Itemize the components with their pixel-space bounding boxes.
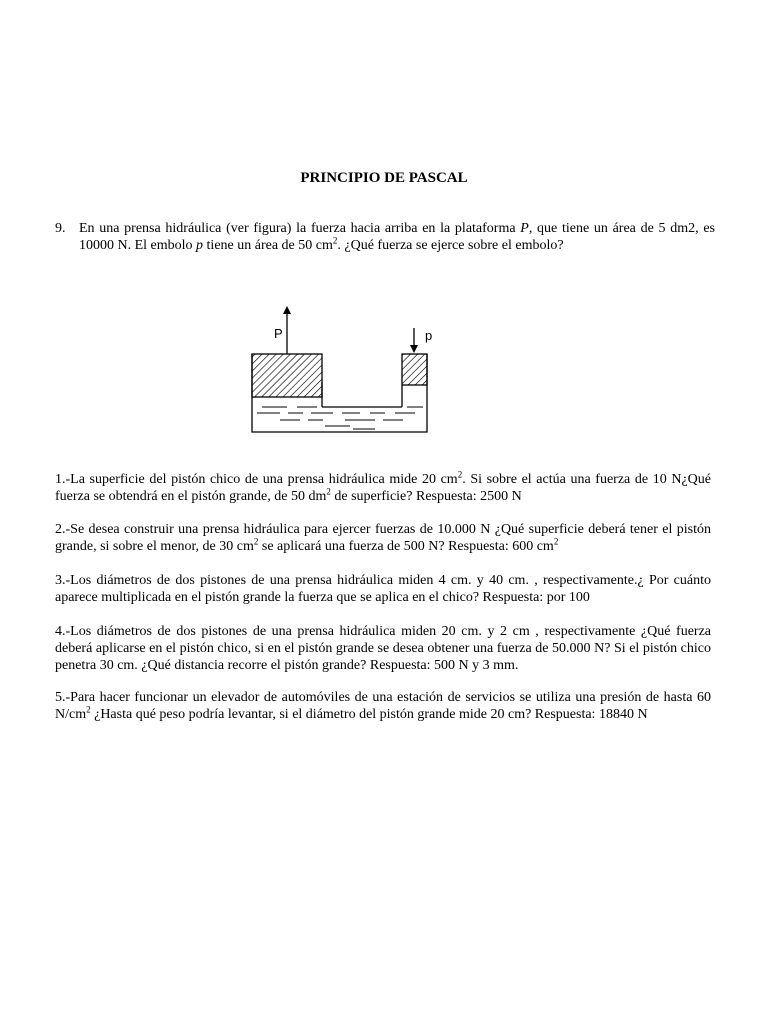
text-segment: ¿Hasta qué peso podría levantar, si el diámetro del pistón grande mide 20 cm? Respuesta: 18840 N	[90, 707, 648, 722]
hydraulic-press-diagram	[245, 300, 445, 440]
text-segment: En una prensa hidráulica (ver figura) la fuerza hacia arriba en la plataforma	[79, 221, 521, 236]
label-large-piston: P	[274, 326, 283, 341]
force-arrow-up-icon	[283, 306, 291, 354]
exercise-2	[55, 521, 711, 555]
problem-9-text	[79, 220, 715, 254]
superscript: 2	[86, 704, 91, 715]
force-arrow-down-icon	[410, 328, 418, 353]
text-segment: 4.-Los diámetros de dos pistones de una prensa hidráulica miden 20 cm. y 2 cm , respectivamente ¿Qué fuerza deberá aplicarse en el pistón chico, si en el pistón grande se desea obtener una fuerza de 50.000 N? Si el pistón chico penetra 30 cm. ¿Qué distancia recorre el pistón grande? Respuesta: 500 N y 3 mm.	[55, 624, 711, 673]
text-segment: , que tiene un área de 5 dm2, es 10000 N. El embolo	[79, 221, 715, 253]
page-title: PRINCIPIO DE PASCAL	[300, 170, 468, 186]
superscript: 2	[326, 486, 331, 497]
text-segment: se aplicará una fuerza de 500 N? Respuesta: 600 cm	[258, 539, 554, 554]
exercise-5	[55, 689, 711, 723]
text-segment: de superficie? Respuesta: 2500 N	[330, 489, 522, 504]
exercise-1	[55, 471, 711, 505]
press-inner-channel	[322, 382, 402, 407]
superscript: 2	[253, 536, 259, 547]
superscript: 2	[553, 536, 559, 547]
large-piston	[252, 354, 322, 397]
superscript: 2	[332, 235, 338, 246]
exercise-3	[55, 572, 711, 606]
exercise-4	[55, 623, 711, 674]
text-segment: 3.-Los diámetros de dos pistones de una prensa hidráulica miden 4 cm. y 40 cm. , respectivamente.¿ Por cuánto aparece multiplicada en el pistón grande la fuerza que se aplica en el chico? Respuesta: por 100	[55, 573, 711, 605]
text-segment: 2.-Se desea construir una prensa hidráulica para ejercer fuerzas de 10.000 N ¿Qué superficie deberá tener el pistón grande, si sobre el menor, de 30 cm	[55, 522, 711, 554]
variable-p: p	[196, 238, 204, 253]
text-segment: tiene un área de 50 cm	[203, 238, 333, 253]
small-piston	[402, 354, 427, 385]
text-segment: . ¿Qué fuerza se ejerce sobre el embolo?	[337, 238, 564, 253]
variable-P: P	[520, 221, 529, 236]
text-segment: 1.-La superficie del pistón chico de una prensa hidráulica mide 20 cm	[55, 472, 458, 487]
text-segment: 5.-Para hacer funcionar un elevador de automóviles de una estación de servicios se utiliza una presión de hasta 60 N/cm	[55, 690, 711, 722]
label-small-piston: p	[425, 328, 433, 343]
problem-number: 9.	[55, 221, 66, 236]
problem-9	[55, 220, 715, 254]
fluid-lines	[257, 407, 423, 429]
text-segment: . Si sobre el actúa una fuerza de 10 N¿Qué fuerza se obtendrá en el pistón grande, de 50 dm	[55, 472, 711, 504]
superscript: 2	[457, 469, 463, 480]
